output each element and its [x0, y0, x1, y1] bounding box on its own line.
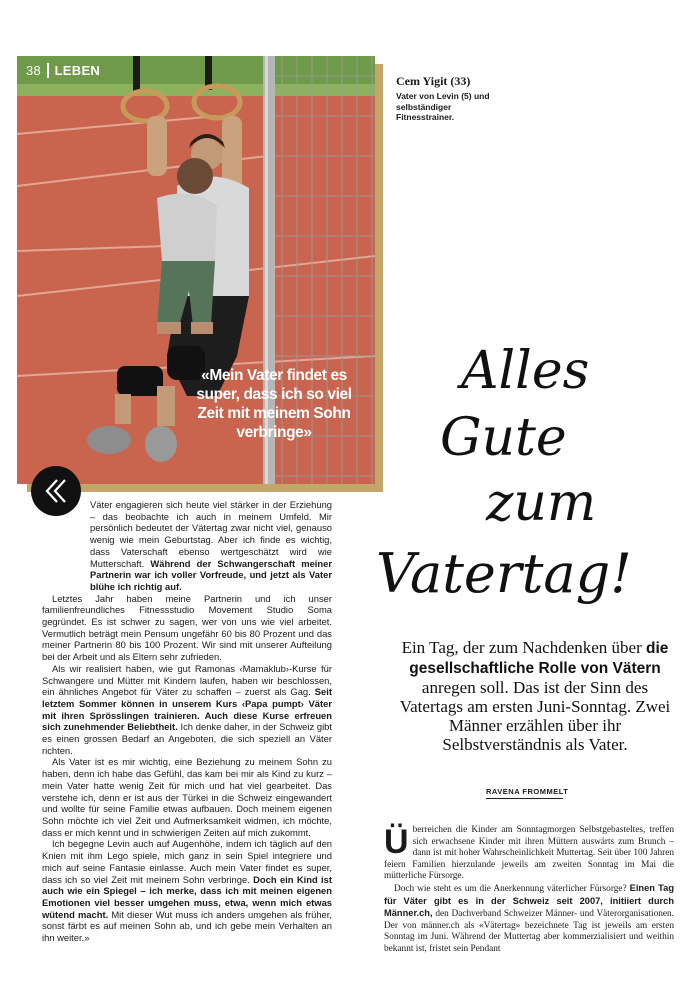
interview-column	[42, 499, 332, 944]
lead-paragraph	[392, 638, 678, 754]
caption-name: Cem Yigit (33)	[396, 74, 471, 88]
drop-cap: Ü	[384, 823, 409, 861]
author-byline: RAVENA FROMMELT	[486, 787, 569, 796]
text: berreichen die Kinder am Sonntagmorgen Selbstgebasteltes, treffen sich erwachsene Kinder mit ihren Müttern auswärts zum Brunch – dann ist mit hoher Wahrscheinlichkeit Muttertag. Seit über 100 Jahren feiern Familien hierzulande jeweils am zweiten Sonntag im Mai die mütterliche Fürsorge.	[384, 825, 674, 882]
paragraph	[42, 663, 332, 757]
paragraph	[384, 825, 674, 883]
text: Ich begegne Levin auch auf Augenhöhe, indem ich täglich auf den Knien mit ihm Lego spiele, mich ganz in sein Spiel integriere und mich auf seine Fantasie einlasse. Auch mein Vater findet es super, dass ich so viel Zeit mit meinem Sohn verbringe.	[42, 838, 332, 885]
text: Mit dieser Wut muss ich anders umgehen als früher, sonst färbt es auf meinen Sohn ab, und ich gebe mein Verhalten an ihn weiter.»	[42, 908, 332, 944]
bold-text: Während der Schwangerschaft meiner Partnerin war ich voller Vorfreude, und jetzt als Vater blühe ich richtig auf.	[90, 557, 332, 592]
text: den Dachverband Schweizer Männer- und Väterorganisationen. Der von männer.ch als «Vätertag» bezeichnete Tag ist jeweils am ersten Sonntag im Juni. Während der Muttertag aber kommerzialisiert und weithin bekannt ist, fristet sein Pendant	[384, 909, 674, 954]
photo-caption	[396, 74, 506, 123]
title-line-1: Alles	[461, 341, 590, 401]
paragraph	[42, 838, 332, 943]
bold-text: Doch ein Kind ist auch wie ein Spiegel – ich merke, dass ich mit meinen eigenen Emotionen viel besser umgehen muss, etwa, wenn mich etwas wütend macht.	[42, 873, 332, 920]
double-chevron-left-icon	[31, 466, 81, 516]
photo-quote: «Mein Vater findet es super, dass ich so viel Zeit mit meinem Sohn verbringe»	[196, 367, 352, 441]
lead-text-1: Ein Tag, der zum Nachdenken über	[401, 638, 647, 657]
page-number: 38	[26, 63, 42, 78]
caption-role: Vater von Levin (5) und selbständiger Fitnesstrainer.	[396, 91, 490, 122]
paragraph	[384, 883, 674, 956]
paragraph: Letztes Jahr haben meine Partnerin und ich unser familienfreundliches Fitnessstudio Movement Studio Soma gegründet. Es ist schwer zu sagen, wer von uns wie viel arbeitet. Vermutlich beträgt mein Pensum ungefähr 60 bis 80 Prozent und das meiner Partnerin 80 bis 100 Prozent. Wir sind mit unserer Aufteilung bei der Arbeit und als Eltern sehr zufrieden.	[42, 592, 332, 663]
paragraph: Als Vater ist es mir wichtig, eine Beziehung zu meinem Sohn zu haben, denn ich habe das Gefühl, das kam bei mir als Kind zu kurz – mein Vater hatte wenig Zeit für mich und hat viel gearbeitet. Das verstehe ich, denn er ist aus der Türkei in die Schweiz eingewandert und wollte für seine Familie etwas aufbauen. Doch meinem eigenen Sohn möchte ich viel Zeit und Aufmerksamkeit widmen, ich möchte, dass er mich kennt und in schwierigen Zeiten auf mich zukommt.	[42, 756, 332, 838]
paragraph	[42, 499, 332, 593]
bold-text: Einen Tag für Väter gibt es in der Schweiz seit 2007, initiiert durch Männer.ch,	[384, 882, 674, 919]
title-line-3: zum	[486, 473, 597, 533]
text: Doch wie steht es um die Anerkennung väterlicher Fürsorge?	[394, 883, 630, 894]
page-header	[26, 63, 100, 78]
header-divider	[47, 63, 49, 78]
title-line-4: Vatertag!	[376, 542, 632, 605]
lead-bold: die gesellschaftliche Rolle von Vätern	[409, 640, 669, 677]
section-label: LEBEN	[54, 63, 101, 78]
lead-text-2: anregen soll. Das ist der Sinn des Vatertags am ersten Juni-Sonntag. Zwei Männer erzählen über ihr Selbstverständnis als Vater.	[399, 678, 671, 754]
author-underline	[486, 798, 563, 799]
handwritten-title	[366, 330, 692, 630]
text: Väter engagieren sich heute viel stärker in der Erziehung – das beobachte ich auch in meinem Umfeld. Mir persönlich bedeutet der Vätertag zwar nicht viel, genauso wenig wie mein Geburtstag. Aber ich finde es wichtig, dass Vaterschaft ebenso wertgeschätzt wird wie Mutterschaft.	[90, 499, 332, 569]
text: Als wir realisiert haben, wie gut Ramonas ‹Mamaklub›-Kurse für Schwangere und Mütter mit Kindern laufen, haben wir beschlossen, ein ähnliches Angebot für Väter zu schaffen – zuerst als Gag.	[42, 662, 332, 698]
article-column	[384, 825, 674, 956]
bold-text: Seit letztem Sommer können in unserem Kurs ‹Papa pumpt› Väter mit ihren Sprösslingen trainieren. Auch diese Kurse erfreuen sich zunehmender Beliebtheit.	[42, 686, 332, 733]
title-line-2: Gute	[440, 408, 567, 468]
text: Ich denke daher, in der Schweiz gibt es einen grossen Bedarf an Angeboten, die sich speziell an Väter richten.	[42, 721, 333, 756]
